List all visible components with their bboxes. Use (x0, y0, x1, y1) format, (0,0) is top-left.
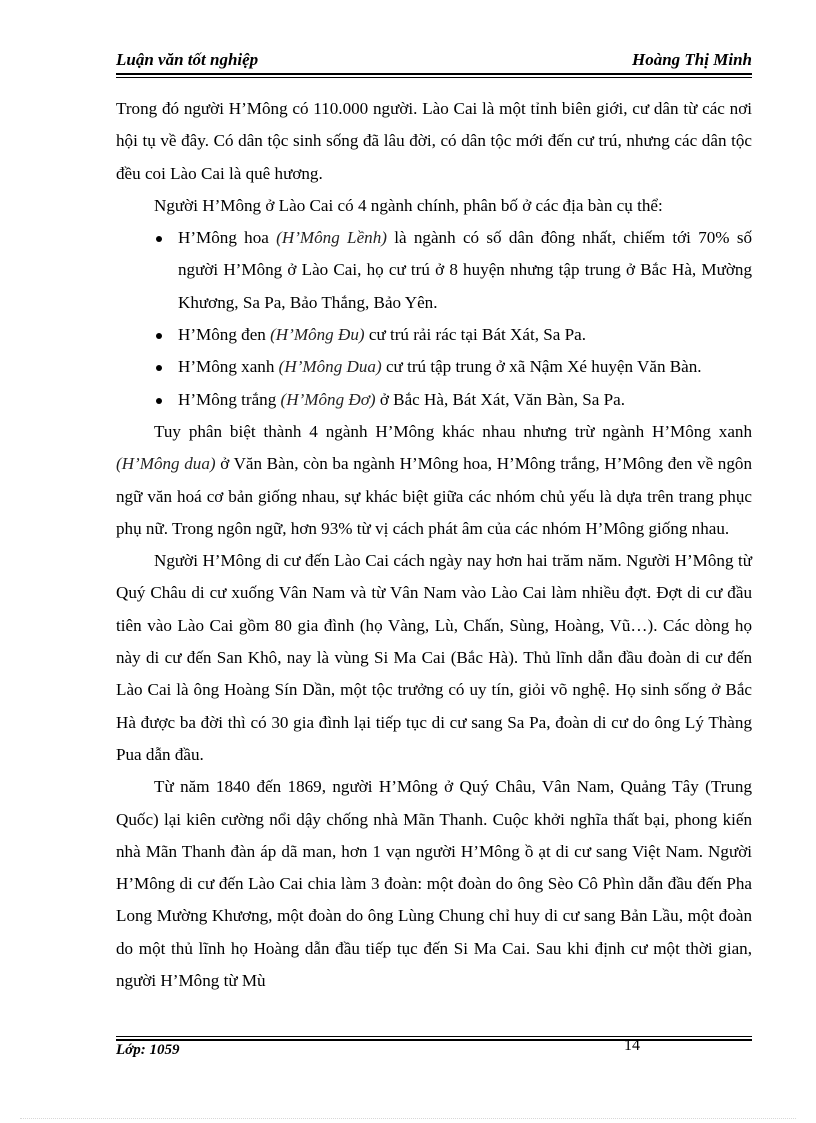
list-item-text: là ngành có số dân đông nhất, chiếm tới 70% số người H’Mông ở Lào Cai, họ cư trú ở 8 huyện nhưng tập trung ở Bắc Hà, Mường Khương, Sa Pa, Bảo Thắng, Bảo Yên. (178, 228, 753, 312)
page-number: 14 (624, 1037, 640, 1054)
paragraph-2: Người H’Mông ở Lào Cai có 4 ngành chính, phân bố ở các địa bàn cụ thể: (154, 195, 663, 215)
bullet-icon (156, 365, 162, 371)
paragraph-alt-name: (H’Mông dua) (116, 454, 216, 474)
paragraph-text: Tuy phân biệt thành 4 ngành H’Mông khác nhau nhưng trừ ngành H’Mông xanh (154, 421, 752, 441)
list-item-alt-name: (H’Mông Lềnh) (276, 228, 387, 248)
header-rule-thin (116, 77, 752, 78)
list-item (116, 319, 752, 351)
list-item-text: H’Mông hoa (178, 228, 277, 248)
list-item (116, 384, 752, 416)
bullet-icon (156, 398, 162, 404)
bullet-list (116, 222, 752, 416)
page-bottom-divider (20, 1118, 796, 1119)
list-item-text: H’Mông đen (178, 325, 271, 345)
paragraph-5: Từ năm 1840 đến 1869, người H’Mông ở Quý Châu, Vân Nam, Quảng Tây (Trung Quốc) lại kiên cường nổi dậy chống nhà Mãn Thanh. Cuộc khởi nghĩa thất bại, phong kiến nhà Mãn Thanh đàn áp dã man, hơn 1 vạn người H’Mông ồ ạt di cư sang Việt Nam. Người H’Mông di cư đến Lào Cai chia làm 3 đoàn: một đoàn do ông Sèo Cô Phìn dẫn đầu đến Pha Long Mường Khương, một đoàn do ông Lùng Chung chỉ huy di cư sang Bản Lầu, một đoàn do một thủ lĩnh họ Hoàng dẫn đầu tiếp tục đến Si Ma Cai. Sau khi định cư một thời gian, người H’Mông từ Mù (116, 777, 752, 991)
list-item-text: ở Bắc Hà, Bát Xát, Văn Bàn, Sa Pa. (375, 389, 626, 409)
header-title: Luận văn tốt nghiệp (116, 50, 259, 69)
footer-rule-thick (116, 1039, 752, 1041)
list-item-text: cư trú rải rác tại Bát Xát, Sa Pa. (364, 325, 587, 345)
paragraph-1: Trong đó người H’Mông có 110.000 người. Lào Cai là một tỉnh biên giới, cư dân từ các nơi hội tụ về đây. Có dân tộc sinh sống đã lâu đời, có dân tộc mới đến cư trú, nhưng các dân tộc đều coi Lào Cai là quê hương. (116, 99, 752, 183)
list-item (116, 222, 752, 319)
header-rule-thick (116, 73, 752, 75)
footer-class-label: Lớp: 1059 (116, 1042, 180, 1058)
list-item (116, 351, 752, 383)
bullet-icon (156, 236, 162, 242)
list-item-alt-name: (H’Mông Đu) (270, 325, 365, 345)
paragraph-4: Người H’Mông di cư đến Lào Cai cách ngày nay hơn hai trăm năm. Người H’Mông từ Quý Châu di cư xuống Vân Nam và từ Vân Nam vào Lào Cai làm nhiều đợt. Đợt di cư đầu tiên vào Lào Cai gồm 80 gia đình (họ Vàng, Lù, Chấn, Sùng, Hoàng, Vũ…). Các dòng họ này di cư đến San Khô, nay là vùng Si Ma Cai (Bắc Hà). Thủ lĩnh dẫn đầu đoàn di cư đến Lào Cai là ông Hoàng Sín Dần, một tộc trưởng có uy tín, giỏi võ nghệ. Họ sinh sống ở Bắc Hà được ba đời thì có 30 gia đình lại tiếp tục di cư sang Sa Pa, đoàn di cư do ông Lý Thàng Pua dẫn đầu. (116, 551, 752, 764)
page-header (116, 50, 752, 72)
list-item-alt-name: (H’Mông Dua) (278, 357, 382, 377)
list-item-text: H’Mông trắng (178, 389, 281, 409)
list-item-text: cư trú tập trung ở xã Nậm Xé huyện Văn Bàn. (381, 357, 702, 377)
paragraph-text: ở Văn Bàn, còn ba ngành H’Mông hoa, H’Mông trắng, H’Mông đen về ngôn ngữ văn hoá cơ bản giống nhau, sự khác biệt giữa các nhóm chủ yếu là dựa trên trang phục phụ nữ. Trong ngôn ngữ, hơn 93% từ vị cách phát âm của các nhóm H’Mông giống nhau. (116, 454, 752, 538)
list-item-alt-name: (H’Mông Đơ) (280, 389, 376, 409)
list-item-text: H’Mông xanh (178, 357, 279, 377)
header-author: Hoàng Thị Minh (632, 50, 752, 69)
paragraph-3 (116, 416, 752, 545)
footer-rule-thin (116, 1036, 752, 1037)
bullet-icon (156, 333, 162, 339)
page-body (116, 93, 752, 997)
